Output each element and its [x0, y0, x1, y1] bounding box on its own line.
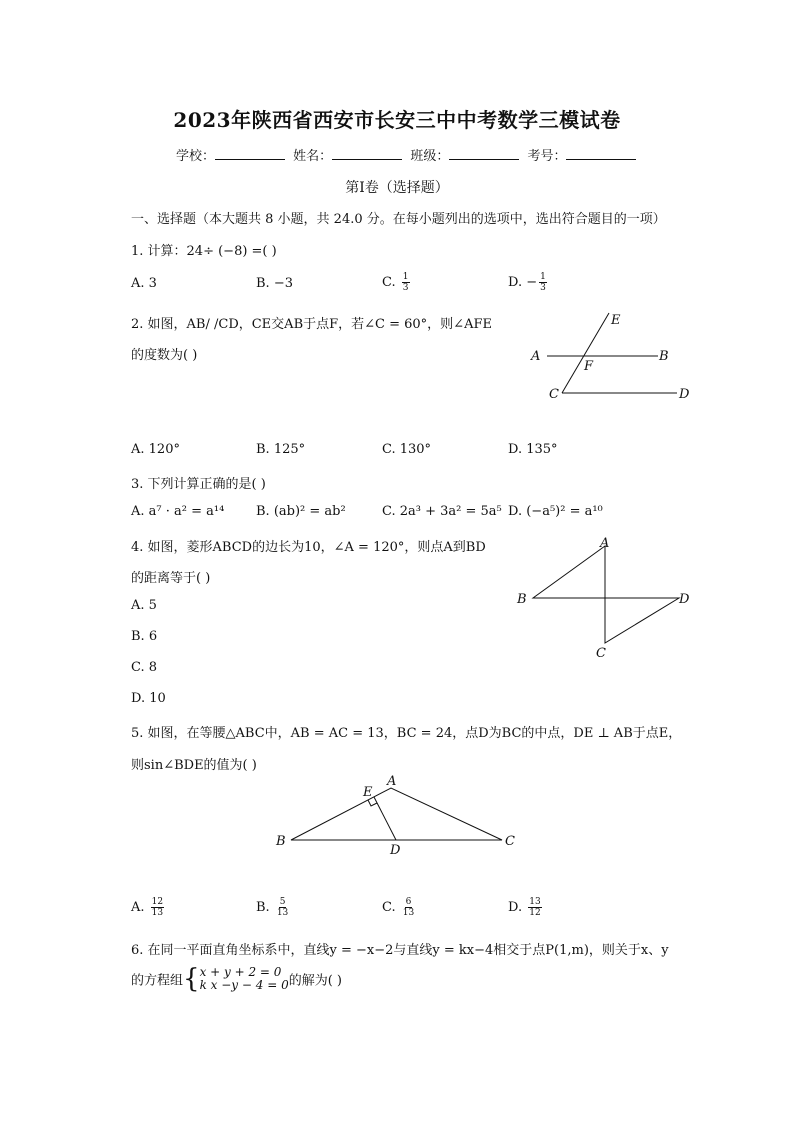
q4-label-c: C [596, 646, 606, 661]
q2-line-ce [562, 313, 609, 393]
q5-option-b: B. $\frac{5}{13}$ [256, 897, 289, 918]
q5-b-fraction: $\frac{5}{13}$ [276, 897, 289, 918]
student-info-line [176, 145, 640, 164]
q5-a-fraction: $\frac{12}{13}$ [151, 897, 164, 918]
number-label: 考号： [527, 149, 567, 164]
q2-label-f: F [584, 359, 594, 374]
q2-label-a: A [531, 349, 541, 364]
q5-label-a: A [387, 774, 397, 789]
q4-figure [508, 530, 698, 665]
q2-label-d: D [679, 387, 690, 402]
q3-option-c: C. 2a³ + 3a² = 5a⁵ [382, 504, 502, 519]
q4-stem: 4. 如图，菱形ABCD的边长为10，∠A = 120°，则点A到BD [131, 540, 486, 555]
q5-stem: 5. 如图，在等腰△ABC中，AB = AC = 13，BC = 24，点D为BC的中点，DE ⊥ AB于点E， [131, 726, 682, 741]
q3-stem: 3. 下列计算正确的是( ) [131, 477, 266, 492]
q5-stem-cont: 则sin∠BDE的值为( ) [131, 758, 257, 773]
q4-label-a: A [600, 536, 610, 551]
q5-label-b: B [276, 834, 286, 849]
class-label: 班级： [410, 149, 450, 164]
q2-option-b: B. 125° [256, 442, 306, 457]
q5-option-a: A. $\frac{12}{13}$ [131, 897, 164, 918]
q2-stem-cont: 的度数为( ) [131, 348, 198, 363]
q2-option-a: A. 120° [131, 442, 180, 457]
q4-label-b: B [517, 592, 527, 607]
name-blank[interactable] [332, 148, 402, 160]
q2-stem: 2. 如图，AB/ /CD，CE交AB于点F，若∠C = 60°，则∠AFE [131, 317, 492, 332]
q1-d-label: D. − [508, 275, 538, 290]
q6-eq2: k x −y − 4 = 0 [199, 978, 289, 992]
part-heading: 一、选择题（本大题共 8 小题，共 24.0 分。在每小题列出的选项中，选出符合题目的一项） [131, 212, 666, 227]
q1-option-a: A. 3 [131, 276, 157, 291]
q4-rhombus [533, 546, 679, 643]
q4-stem-cont: 的距离等于( ) [131, 571, 211, 586]
q5-option-c: C. $\frac{6}{13}$ [382, 897, 415, 918]
q6-equation-system [200, 966, 289, 992]
q3-option-b: B. (ab)² = ab² [256, 504, 346, 519]
q1-option-c [382, 272, 410, 293]
q5-figure [270, 770, 525, 865]
q5-segment-de [374, 797, 396, 840]
q5-triangle [291, 788, 502, 840]
q4-option-c: C. 8 [131, 660, 158, 675]
class-blank[interactable] [449, 148, 519, 160]
q5-label-e: E [363, 785, 373, 800]
school-blank[interactable] [215, 148, 285, 160]
q4-option-d: D. 10 [131, 691, 166, 706]
number-blank[interactable] [566, 148, 636, 160]
q4-label-d: D [679, 592, 690, 607]
school-label: 学校： [176, 149, 216, 164]
name-label: 姓名： [293, 149, 333, 164]
q1-c-label: C. [382, 275, 396, 290]
q1-option-b: B. −3 [256, 276, 293, 291]
exam-title: 2023年陕西省西安市长安三中中考数学三模试卷 [173, 108, 621, 132]
q1-option-d [508, 272, 547, 293]
q4-option-b: B. 6 [131, 629, 158, 644]
q2-label-b: B [659, 349, 669, 364]
q2-option-c: C. 130° [382, 442, 432, 457]
q5-label-c: C [505, 834, 515, 849]
q6-stem-cont: 的方程组{ x + y + 2 = 0 k x −y − 4 = 0 的解为( ) [131, 964, 342, 994]
q3-option-d: D. (−a⁵)² = a¹⁰ [508, 504, 603, 519]
q5-option-d: D. $\frac{13}{12}$ [508, 897, 541, 918]
q5-c-fraction: $\frac{6}{13}$ [402, 897, 415, 918]
q5-label-d: D [390, 843, 401, 858]
q3-option-a: A. a⁷ · a² = a¹⁴ [131, 504, 225, 519]
section-heading: 第Ⅰ卷（选择题） [345, 180, 449, 196]
q2-figure [525, 305, 700, 405]
q1-stem: 1. 计算：24÷ (−8) =( ) [131, 244, 277, 259]
q6-brace: { [183, 964, 200, 994]
q2-label-c: C [549, 387, 559, 402]
q1-d-fraction: $\frac{1}{3}$ [540, 272, 546, 293]
q4-option-a: A. 5 [131, 598, 157, 613]
q1-c-fraction: $\frac{1}{3}$ [402, 272, 409, 293]
q6-eq1: x + y + 2 = 0 [199, 965, 282, 979]
q2-option-d: D. 135° [508, 442, 558, 457]
q6-stem: 6. 在同一平面直角坐标系中，直线y = −x−2与直线y = kx−4相交于点P(1,m)，则关于x、y [131, 943, 669, 958]
q2-label-e: E [611, 313, 621, 328]
q5-d-fraction: $\frac{13}{12}$ [529, 897, 541, 918]
